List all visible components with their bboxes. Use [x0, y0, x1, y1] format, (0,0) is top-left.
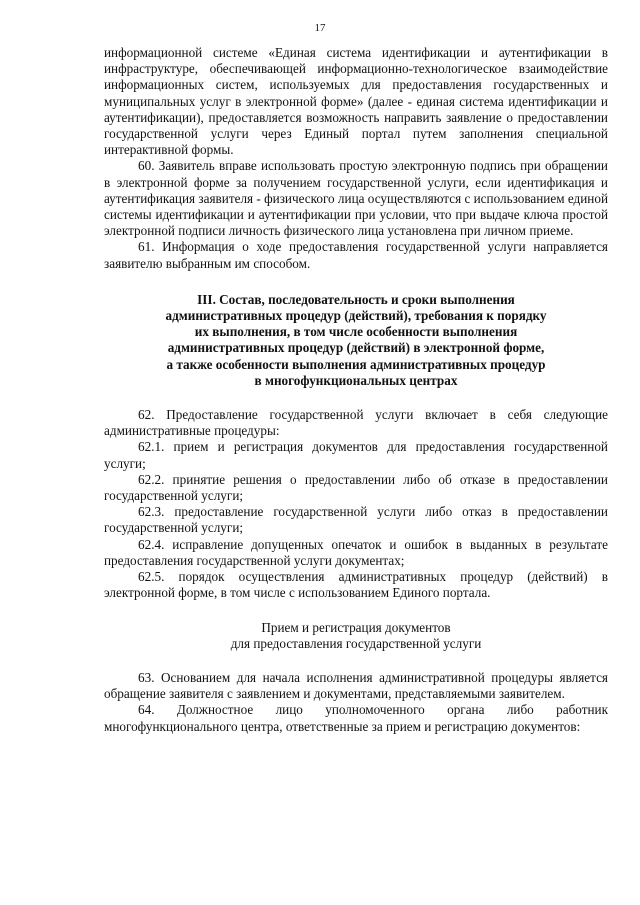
- paragraph-p-62-2: 62.2. принятие решения о предоставлении либо об отказе в предоставлении государственной услуги;: [104, 471, 608, 504]
- paragraph-p-62-5: 62.5. порядок осуществления административных процедур (действий) в электронной форме, в том числе с использованием Единого портала.: [104, 569, 608, 601]
- paragraph-p-61: 61. Информация о ходе предоставления государственной услуги направляется заявителю выбранным им способом.: [104, 239, 608, 271]
- section-heading-line: в многофункциональных центрах: [254, 372, 458, 388]
- paragraph-p-62-4: 62.4. исправление допущенных опечаток и ошибок в выданных в результате предоставления государственной услуги документах;: [104, 536, 608, 568]
- paragraph-p-62-3: 62.3. предоставление государственной услуги либо отказ в предоставлении государственной услуги;: [104, 504, 608, 536]
- paragraph-p-62-1: 62.1. прием и регистрация документов для предоставления государственной услуги;: [104, 439, 608, 471]
- paragraph-group-procedures: [104, 407, 608, 601]
- section-heading-line: административных процедур (действий) в электронной форме,: [167, 340, 545, 356]
- section-heading-line: а также особенности выполнения административных процедур: [166, 356, 546, 372]
- section-heading-line: административных процедур (действий), требования к порядку: [165, 308, 547, 324]
- subsection-heading: [104, 620, 608, 652]
- paragraph-p-62: 62. Предоставление государственной услуги включает в себя следующие административные процедуры:: [104, 407, 608, 439]
- paragraph-p-63: 63. Основанием для начала исполнения административной процедуры является обращение заявителя с заявлением и документами, представляемыми заявителем.: [104, 669, 608, 702]
- section-heading-line: их выполнения, в том числе особенности выполнения: [194, 324, 518, 340]
- document-body: [104, 45, 608, 735]
- paragraph-group-top: [104, 45, 608, 272]
- subsection-heading-line: Прием и регистрация документов: [261, 619, 451, 635]
- page-number: 17: [314, 22, 326, 34]
- section-heading-line: III. Состав, последовательность и сроки выполнения: [197, 291, 515, 307]
- subsection-heading-line: для предоставления государственной услуги: [230, 635, 482, 651]
- paragraph-p-64: 64. Должностное лицо уполномоченного органа либо работник многофункционального центра, ответственные за прием и регистрацию документов:: [104, 702, 608, 734]
- paragraph-group-bottom: [104, 670, 608, 735]
- paragraph-p-60: 60. Заявитель вправе использовать простую электронную подпись при обращении в электронной форме за получением государственной услуги, если идентификация и аутентификация заявителя - физического лица осуществляются с использованием единой системы идентификации и аутентификации при условии, что при выдаче ключа простой электронной подписи личность физического лица установлена при личном приеме.: [104, 158, 608, 239]
- paragraph-p-continued: информационной системе «Единая система идентификации и аутентификации в инфраструктуре, обеспечивающей информационно-технологическое взаимодействие информационных систем, используемых для предоставления государственных и муниципальных услуг в электронной форме» (далее - единая система идентификации и аутентификации), предоставляется возможность направить заявление о предоставлении государственной услуги через Единый портал путем заполнения специальной интерактивной формы.: [104, 45, 608, 158]
- section-heading: [104, 292, 608, 389]
